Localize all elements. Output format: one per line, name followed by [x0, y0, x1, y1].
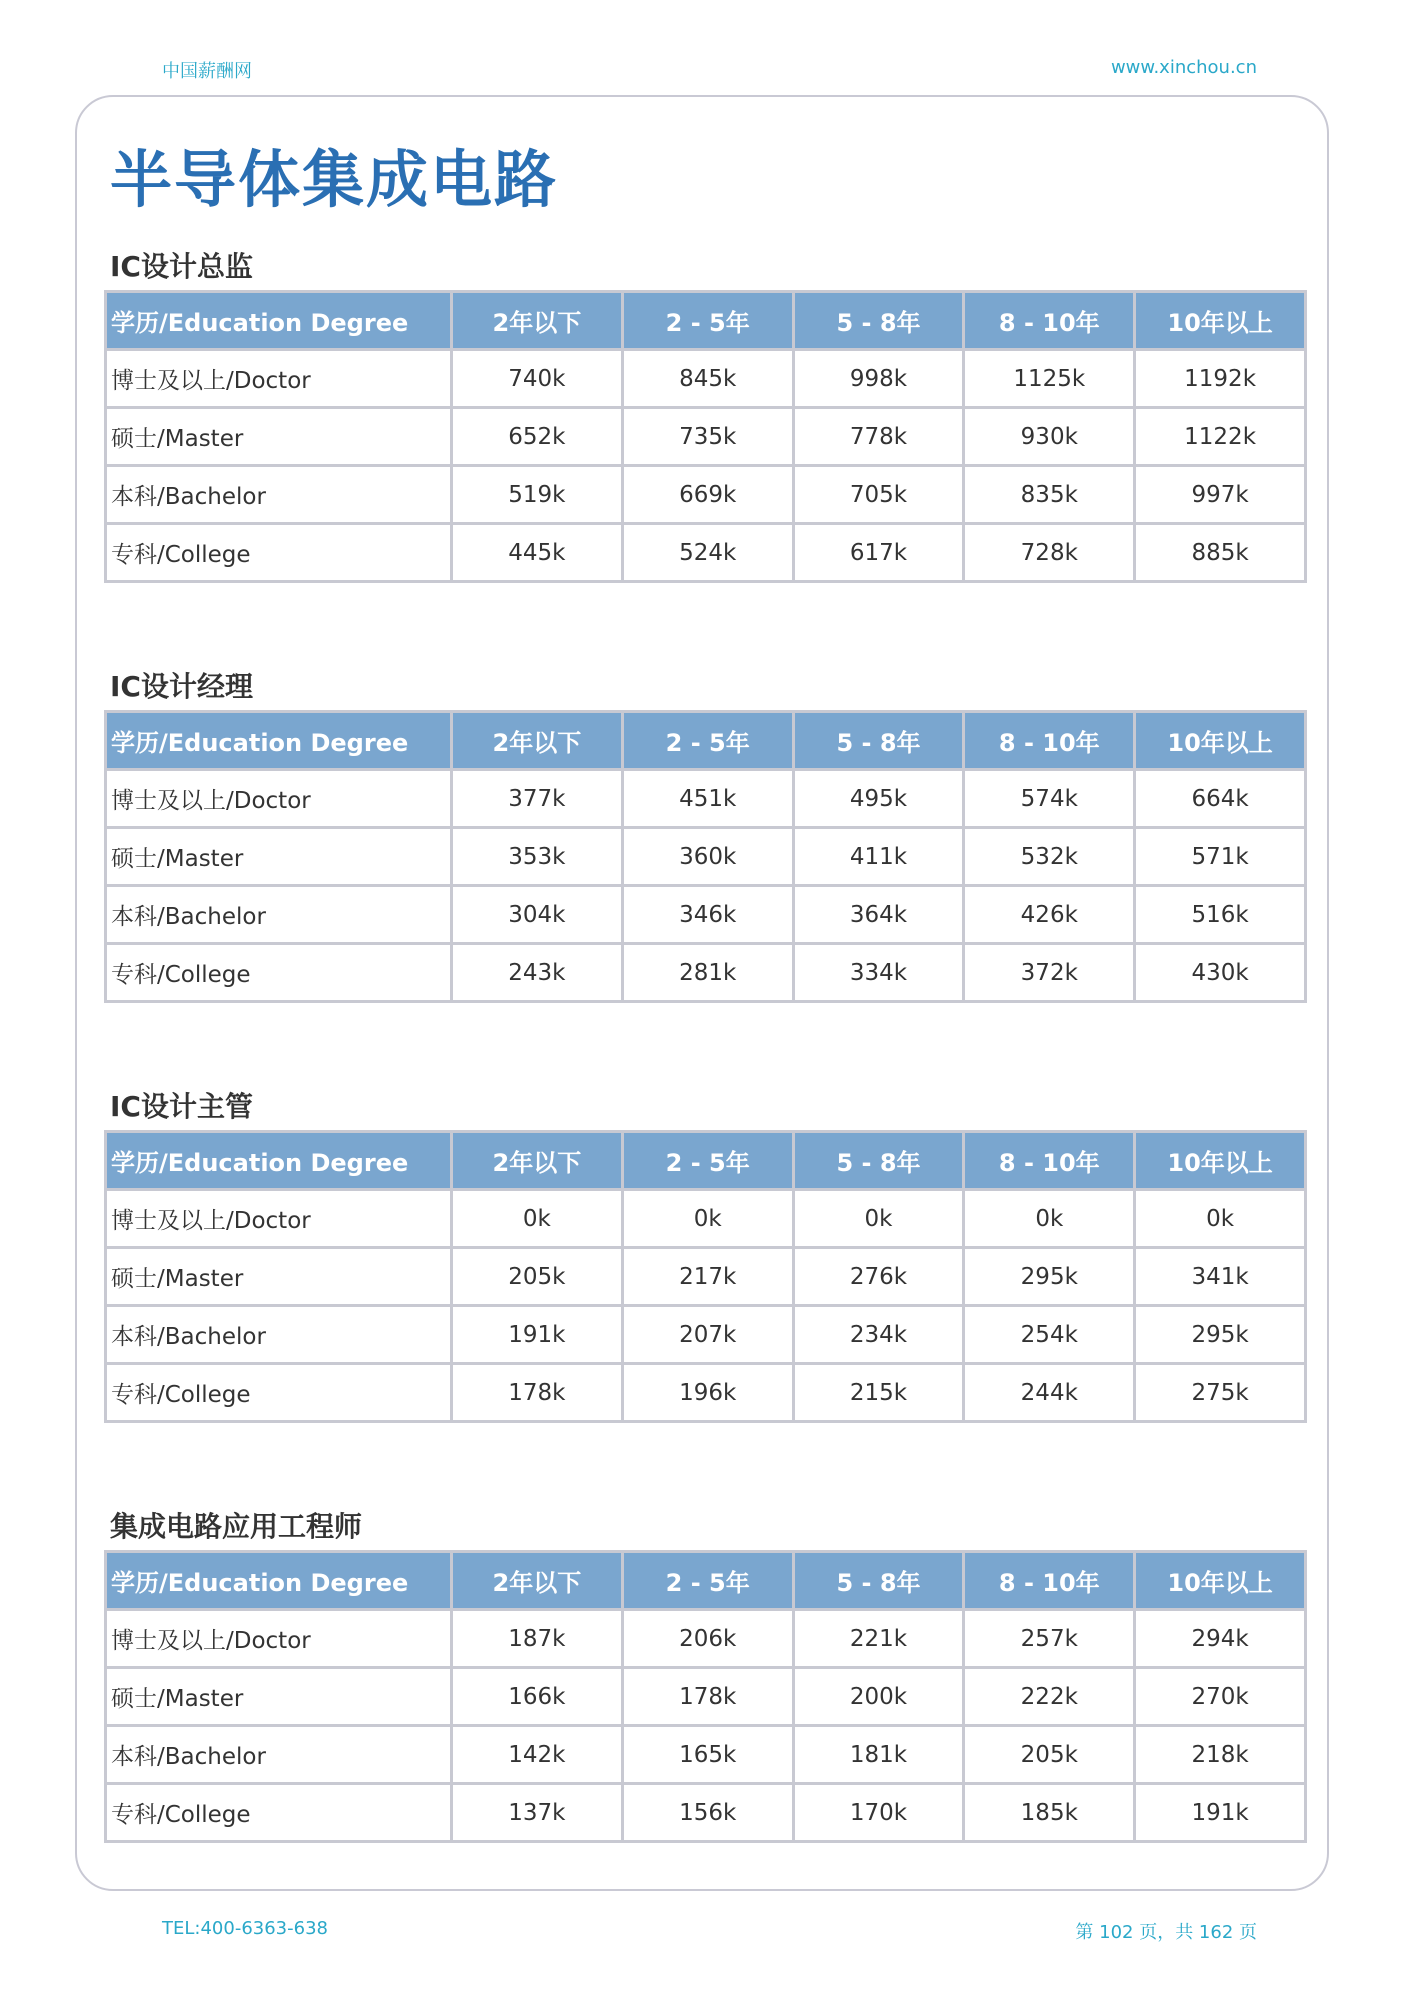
section-title: IC设计总监 [110, 250, 253, 283]
salary-cell: 200k [793, 1668, 964, 1726]
salary-cell: 346k [622, 886, 793, 944]
salary-cell: 353k [452, 828, 623, 886]
column-header: 2 - 5年 [622, 292, 793, 350]
page-title: 半导体集成电路 [110, 143, 559, 216]
table-header-row [106, 1132, 1306, 1190]
column-header: 2年以下 [452, 1132, 623, 1190]
column-header: 8 - 10年 [964, 292, 1135, 350]
salary-cell: 166k [452, 1668, 623, 1726]
degree-cell: 本科/Bachelor [106, 1726, 452, 1784]
column-header: 8 - 10年 [964, 1552, 1135, 1610]
salary-cell: 156k [622, 1784, 793, 1842]
salary-cell: 295k [964, 1248, 1135, 1306]
salary-cell: 178k [452, 1364, 623, 1422]
salary-cell: 244k [964, 1364, 1135, 1422]
column-header: 学历/Education Degree [106, 712, 452, 770]
salary-cell: 243k [452, 944, 623, 1002]
salary-cell: 669k [622, 466, 793, 524]
column-header: 8 - 10年 [964, 1132, 1135, 1190]
salary-cell: 519k [452, 466, 623, 524]
salary-cell: 187k [452, 1610, 623, 1668]
column-header: 10年以上 [1135, 712, 1306, 770]
salary-cell: 652k [452, 408, 623, 466]
salary-cell: 221k [793, 1610, 964, 1668]
salary-cell: 1125k [964, 350, 1135, 408]
salary-cell: 295k [1135, 1306, 1306, 1364]
degree-cell: 硕士/Master [106, 1668, 452, 1726]
column-header: 学历/Education Degree [106, 292, 452, 350]
column-header: 10年以上 [1135, 1132, 1306, 1190]
salary-cell: 1192k [1135, 350, 1306, 408]
salary-cell: 524k [622, 524, 793, 582]
salary-cell: 142k [452, 1726, 623, 1784]
salary-cell: 205k [452, 1248, 623, 1306]
degree-cell: 专科/College [106, 1784, 452, 1842]
salary-cell: 728k [964, 524, 1135, 582]
table-row [106, 1190, 1306, 1248]
salary-cell: 254k [964, 1306, 1135, 1364]
column-header: 5 - 8年 [793, 1132, 964, 1190]
section-title: 集成电路应用工程师 [110, 1510, 363, 1543]
table-row [106, 1784, 1306, 1842]
salary-cell: 294k [1135, 1610, 1306, 1668]
degree-cell: 专科/College [106, 944, 452, 1002]
salary-cell: 1122k [1135, 408, 1306, 466]
salary-table [104, 710, 1307, 1003]
salary-cell: 165k [622, 1726, 793, 1784]
table-row [106, 408, 1306, 466]
table-row [106, 1364, 1306, 1422]
salary-cell: 191k [1135, 1784, 1306, 1842]
table-header-row [106, 292, 1306, 350]
table-header-row [106, 1552, 1306, 1610]
salary-cell: 377k [452, 770, 623, 828]
salary-cell: 445k [452, 524, 623, 582]
salary-cell: 196k [622, 1364, 793, 1422]
table-row [106, 886, 1306, 944]
salary-cell: 218k [1135, 1726, 1306, 1784]
column-header: 2 - 5年 [622, 1552, 793, 1610]
table-row [106, 350, 1306, 408]
degree-cell: 专科/College [106, 1364, 452, 1422]
salary-cell: 532k [964, 828, 1135, 886]
degree-cell: 专科/College [106, 524, 452, 582]
salary-cell: 170k [793, 1784, 964, 1842]
salary-cell: 185k [964, 1784, 1135, 1842]
degree-cell: 博士及以上/Doctor [106, 1190, 452, 1248]
degree-cell: 本科/Bachelor [106, 466, 452, 524]
salary-cell: 571k [1135, 828, 1306, 886]
salary-table [104, 290, 1307, 583]
salary-cell: 217k [622, 1248, 793, 1306]
salary-cell: 617k [793, 524, 964, 582]
degree-cell: 硕士/Master [106, 1248, 452, 1306]
salary-cell: 411k [793, 828, 964, 886]
degree-cell: 本科/Bachelor [106, 886, 452, 944]
table-row [106, 1668, 1306, 1726]
table-row [106, 1306, 1306, 1364]
section-title: IC设计经理 [110, 670, 253, 703]
salary-cell: 0k [1135, 1190, 1306, 1248]
salary-table [104, 1130, 1307, 1423]
salary-cell: 178k [622, 1668, 793, 1726]
salary-cell: 664k [1135, 770, 1306, 828]
table-row [106, 770, 1306, 828]
section-title: IC设计主管 [110, 1090, 253, 1123]
degree-cell: 博士及以上/Doctor [106, 350, 452, 408]
footer-phone: TEL:400-6363-638 [162, 1918, 328, 1939]
salary-cell: 574k [964, 770, 1135, 828]
degree-cell: 硕士/Master [106, 828, 452, 886]
column-header: 5 - 8年 [793, 712, 964, 770]
salary-table [104, 1550, 1307, 1843]
column-header: 10年以上 [1135, 1552, 1306, 1610]
salary-cell: 276k [793, 1248, 964, 1306]
salary-cell: 304k [452, 886, 623, 944]
salary-cell: 215k [793, 1364, 964, 1422]
table-row [106, 828, 1306, 886]
salary-cell: 740k [452, 350, 623, 408]
salary-cell: 495k [793, 770, 964, 828]
salary-cell: 205k [964, 1726, 1135, 1784]
salary-cell: 451k [622, 770, 793, 828]
column-header: 学历/Education Degree [106, 1132, 452, 1190]
table-row [106, 944, 1306, 1002]
salary-cell: 341k [1135, 1248, 1306, 1306]
site-url[interactable]: www.xinchou.cn [1110, 57, 1257, 78]
column-header: 2 - 5年 [622, 1132, 793, 1190]
salary-cell: 430k [1135, 944, 1306, 1002]
salary-cell: 275k [1135, 1364, 1306, 1422]
salary-cell: 281k [622, 944, 793, 1002]
degree-cell: 本科/Bachelor [106, 1306, 452, 1364]
column-header: 10年以上 [1135, 292, 1306, 350]
footer-page-info: 第 102 页，共 162 页 [1075, 1922, 1257, 1943]
table-row [106, 1726, 1306, 1784]
salary-cell: 735k [622, 408, 793, 466]
salary-cell: 270k [1135, 1668, 1306, 1726]
salary-cell: 998k [793, 350, 964, 408]
column-header: 5 - 8年 [793, 1552, 964, 1610]
salary-cell: 222k [964, 1668, 1135, 1726]
salary-cell: 997k [1135, 466, 1306, 524]
salary-cell: 835k [964, 466, 1135, 524]
salary-cell: 234k [793, 1306, 964, 1364]
column-header: 5 - 8年 [793, 292, 964, 350]
salary-cell: 207k [622, 1306, 793, 1364]
salary-cell: 778k [793, 408, 964, 466]
salary-cell: 137k [452, 1784, 623, 1842]
table-row [106, 524, 1306, 582]
salary-cell: 372k [964, 944, 1135, 1002]
table-row [106, 1610, 1306, 1668]
table-row [106, 466, 1306, 524]
salary-cell: 930k [964, 408, 1135, 466]
salary-cell: 360k [622, 828, 793, 886]
salary-cell: 705k [793, 466, 964, 524]
table-row [106, 1248, 1306, 1306]
salary-cell: 206k [622, 1610, 793, 1668]
salary-cell: 0k [622, 1190, 793, 1248]
degree-cell: 硕士/Master [106, 408, 452, 466]
site-name: 中国薪酬网 [162, 61, 252, 82]
salary-cell: 426k [964, 886, 1135, 944]
table-header-row [106, 712, 1306, 770]
salary-cell: 0k [452, 1190, 623, 1248]
column-header: 2年以下 [452, 712, 623, 770]
salary-cell: 0k [964, 1190, 1135, 1248]
salary-cell: 885k [1135, 524, 1306, 582]
column-header: 8 - 10年 [964, 712, 1135, 770]
salary-cell: 257k [964, 1610, 1135, 1668]
salary-cell: 191k [452, 1306, 623, 1364]
salary-cell: 516k [1135, 886, 1306, 944]
salary-cell: 334k [793, 944, 964, 1002]
column-header: 学历/Education Degree [106, 1552, 452, 1610]
salary-cell: 364k [793, 886, 964, 944]
degree-cell: 博士及以上/Doctor [106, 1610, 452, 1668]
degree-cell: 博士及以上/Doctor [106, 770, 452, 828]
column-header: 2年以下 [452, 1552, 623, 1610]
salary-cell: 0k [793, 1190, 964, 1248]
column-header: 2年以下 [452, 292, 623, 350]
column-header: 2 - 5年 [622, 712, 793, 770]
salary-cell: 181k [793, 1726, 964, 1784]
salary-cell: 845k [622, 350, 793, 408]
